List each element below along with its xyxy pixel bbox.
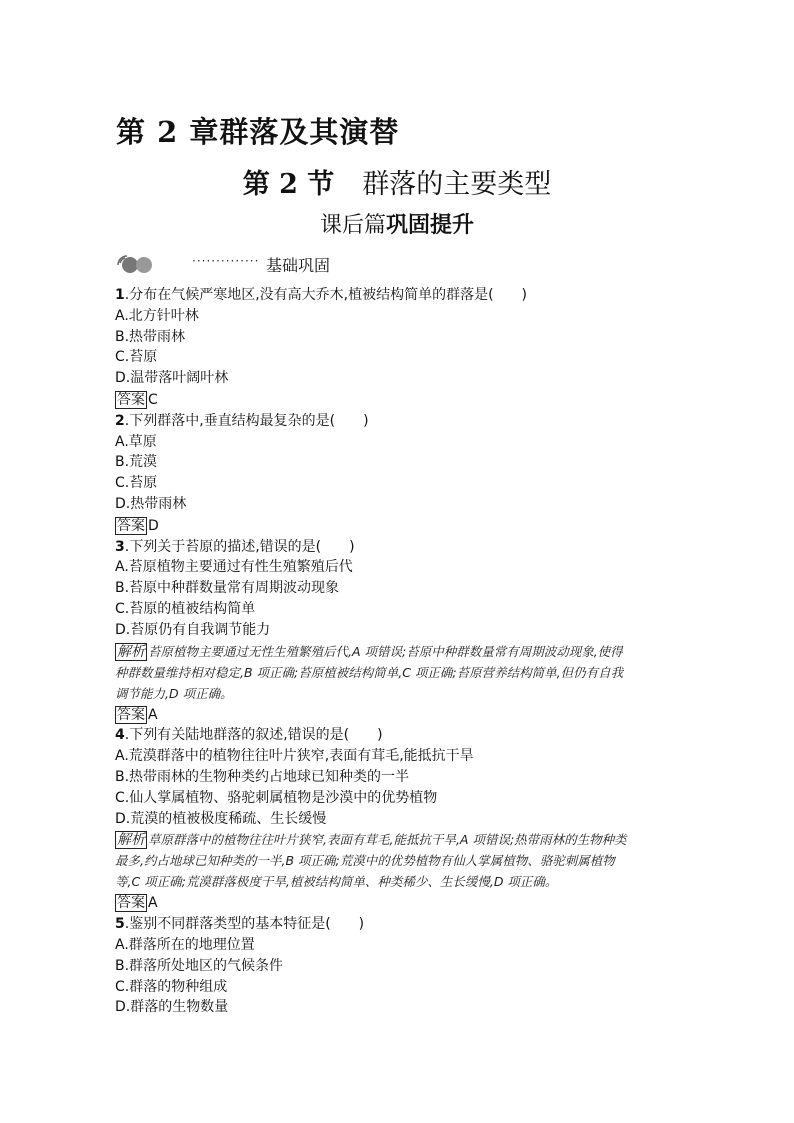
option-item: A.草原 <box>115 433 157 450</box>
question-stem <box>115 725 690 746</box>
chapter-title: 第 2 章群落及其演替 <box>116 115 400 149</box>
explanation-text: 等,C 项正确;荒漠群落极度干旱,植被结构简单、种类稀少、生长缓慢,D 项正确。 <box>115 874 558 890</box>
section-banner <box>114 250 414 276</box>
option-item: B.苔原中种群数量常有周期波动现象 <box>115 580 340 597</box>
question-text: .分布在气候严寒地区,没有高大乔木,植被结构简单的群落是( ) <box>124 287 528 303</box>
question-number: 4 <box>115 727 125 744</box>
answer-line <box>115 390 690 411</box>
explanation-line <box>115 850 690 871</box>
option-item: D.苔原仍有自我调节能力 <box>115 621 271 638</box>
option-item: B.群落所处地区的气候条件 <box>115 957 284 974</box>
section-heading <box>0 162 794 201</box>
option-item: A.荒漠群落中的植物往往叶片狭窄,表面有茸毛,能抵抗干旱 <box>115 748 474 765</box>
explanation-line <box>115 829 690 850</box>
question-block <box>115 285 690 411</box>
question-text: .下列群落中,垂直结构最复杂的是( ) <box>124 412 369 429</box>
explanation-line <box>115 641 690 662</box>
subtitle-normal: 课后篇 <box>319 213 386 238</box>
option-item: D.群落的生物数量 <box>115 999 229 1016</box>
explanation-line <box>115 683 690 704</box>
option-item: C.苔原 <box>115 475 158 492</box>
explanation-text: 苔原植物主要通过无性生殖繁殖后代,A 项错误;苔原中种群数量常有周期波动现象,使得 <box>148 643 623 659</box>
answer-line <box>115 516 690 537</box>
explanation-text: 调节能力,D 项正确。 <box>115 685 233 701</box>
banner-label: 基础巩固 <box>266 256 331 275</box>
question-block <box>115 537 690 726</box>
option-item: A.群落所在的地理位置 <box>115 936 255 953</box>
option-item: D.温带落叶阔叶林 <box>115 370 229 387</box>
option-item: B.热带雨林的生物种类约占地球已知种类的一半 <box>115 768 410 785</box>
explanation-text: 种群数量维持相对稳定,B 项正确;苔原植被结构简单,C 项正确;苔原营养结构简单,但仍有自我 <box>115 664 624 680</box>
option-item: B.荒漠 <box>115 454 158 471</box>
question-block <box>115 725 690 914</box>
question-number: 5 <box>115 916 125 933</box>
question-text: .鉴别不同群落类型的基本特征是( ) <box>124 916 365 933</box>
section-number: 第 2 节 <box>242 169 335 200</box>
question-text: .下列关于苔原的描述,错误的是( ) <box>124 538 355 555</box>
answer-tag: 答案 <box>117 895 145 912</box>
answer-line <box>115 893 690 914</box>
option-item: C.仙人掌属植物、骆驼刺属植物是沙漠中的优势植物 <box>115 789 438 806</box>
banner-logo-icon <box>114 251 156 275</box>
question-number: 2 <box>115 412 125 429</box>
answer-tag: 答案 <box>117 517 145 534</box>
answer-tag: 答案 <box>117 706 145 723</box>
option-item: A.北方针叶林 <box>115 307 199 324</box>
question-text: .下列有关陆地群落的叙述,错误的是( ) <box>124 727 383 744</box>
option-item: C.苔原 <box>115 349 158 366</box>
option-item: C.群落的物种组成 <box>115 978 228 995</box>
answer-line <box>115 705 690 726</box>
option-item: B.热带雨林 <box>115 328 186 345</box>
answer-tag: 答案 <box>117 391 145 408</box>
banner-dots: ·············· <box>192 254 260 268</box>
questions-list <box>115 285 690 1018</box>
question-stem <box>115 914 690 935</box>
question-stem <box>115 285 690 306</box>
question-stem <box>115 537 690 558</box>
explanation-line <box>115 871 690 892</box>
explanation-line <box>115 662 690 683</box>
explanation-tag: 解析 <box>117 643 145 660</box>
explanation-text: 草原群落中的植物往往叶片狭窄,表面有茸毛,能抵抗干旱,A 项错误;热带雨林的生物种类 <box>148 832 627 848</box>
subtitle <box>0 208 794 239</box>
option-item: D.荒漠的植被极度稀疏、生长缓慢 <box>115 810 327 827</box>
question-block <box>115 411 690 537</box>
question-number: 1 <box>115 287 125 303</box>
question-stem <box>115 411 690 432</box>
option-item: D.热带雨林 <box>115 495 187 512</box>
option-item: A.苔原植物主要通过有性生殖繁殖后代 <box>115 559 353 576</box>
explanation-tag: 解析 <box>117 832 145 849</box>
question-number: 3 <box>115 538 125 555</box>
section-title: 群落的主要类型 <box>362 169 552 200</box>
answer-value: A <box>148 895 158 912</box>
subtitle-bold: 巩固提升 <box>386 213 475 238</box>
answer-value: D <box>148 517 159 534</box>
option-item: C.苔原的植被结构简单 <box>115 600 256 617</box>
explanation-text: 最多,约占地球已知种类的一半,B 项正确;荒漠中的优势植物有仙人掌属植物、骆驼刺属植物 <box>115 853 615 869</box>
answer-value: A <box>148 706 158 723</box>
question-block <box>115 914 690 1018</box>
answer-value: C <box>148 391 158 408</box>
